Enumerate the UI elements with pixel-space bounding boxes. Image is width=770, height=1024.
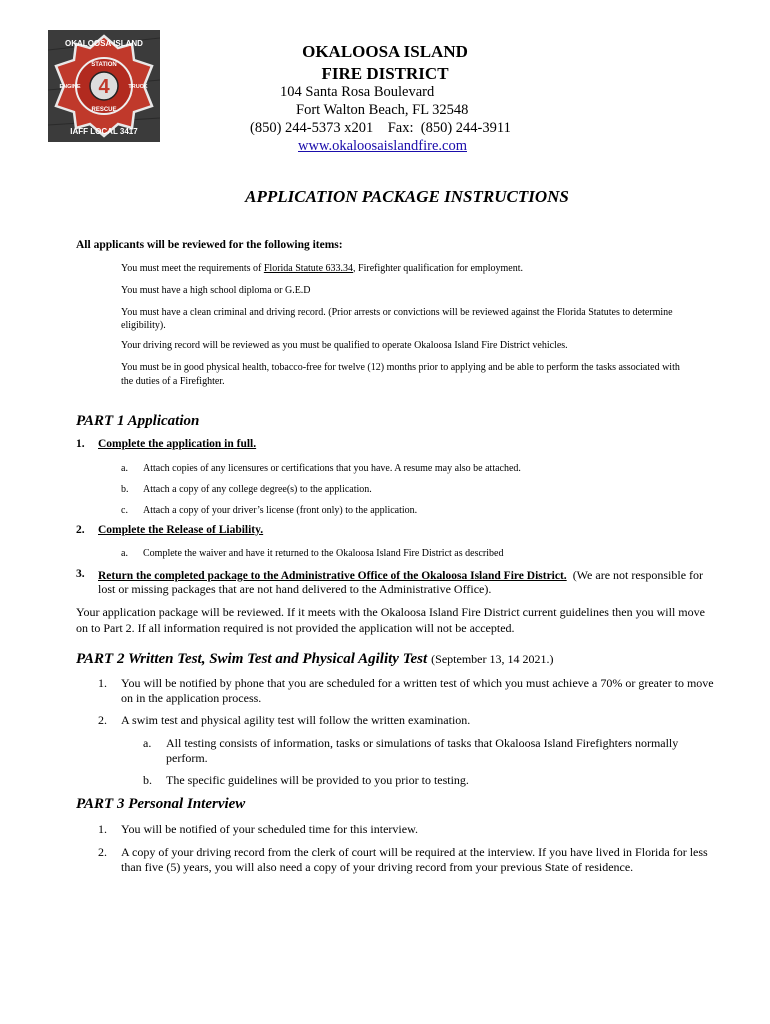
part1-paragraph-line2: on to Part 2. If all information required is not provided the application will not be accepted. — [76, 621, 515, 635]
svg-text:4: 4 — [98, 76, 110, 98]
review-item-statute-pre: You must meet the requirements of — [121, 263, 264, 274]
review-item-health-line2: the duties of a Firefighter. — [121, 376, 225, 387]
part3-item2-line2: than five (5) years, you will also need a copy of your driving record from your previous State of residence. — [121, 860, 634, 874]
review-item-record-line2: eligibility). — [121, 320, 166, 331]
part2-heading — [76, 650, 553, 668]
part1-step1-marker-a: a. — [121, 463, 128, 474]
review-item-record-line1: You must have a clean criminal and driving record. (Prior arrests or convictions will be reviewed against the Florida Statutes to determine — [121, 307, 673, 318]
part1-step2-marker-a: a. — [121, 548, 128, 559]
part1-step1-number: 1. — [76, 438, 85, 450]
review-item-diploma: You must have a high school diploma or G.E.D — [121, 285, 311, 296]
part1-step3-label: Return the completed package to the Administrative Office of the Okaloosa Island Fire District. — [98, 570, 567, 582]
org-name-line1: OKALOOSA ISLAND — [302, 42, 468, 61]
website-link[interactable]: www.okaloosaislandfire.com — [298, 138, 467, 154]
svg-text:IAFF LOCAL 3417: IAFF LOCAL 3417 — [70, 127, 138, 136]
svg-text:TRUCK: TRUCK — [128, 84, 148, 90]
part2-date: (September 13, 14 2021.) — [431, 652, 554, 666]
part1-step1-item-b: Attach a copy of any college degree(s) to the application. — [143, 484, 372, 495]
part2-subitem-a-marker: a. — [143, 736, 152, 750]
review-item-health-line1: You must be in good physical health, tobacco-free for twelve (12) months prior to applying and be able to perform the tasks associated with — [121, 362, 680, 373]
part1-step1-marker-b: b. — [121, 484, 129, 495]
svg-text:OKALOOSA ISLAND: OKALOOSA ISLAND — [65, 39, 143, 48]
svg-text:RESCUE: RESCUE — [91, 107, 117, 113]
maltese-cross-icon — [48, 30, 160, 142]
address-line2: Fort Walton Beach, FL 32548 — [296, 102, 469, 118]
part2-title: PART 2 Written Test, Swim Test and Physical Agility Test — [76, 651, 428, 667]
part2-item2-number: 2. — [98, 713, 107, 727]
part1-step1-item-a: Attach copies of any licensures or certifications that you have. A resume may also be attached. — [143, 463, 521, 474]
part1-step2-number: 2. — [76, 524, 85, 536]
part3-title: PART 3 Personal Interview — [76, 796, 246, 812]
part2-item1-number: 1. — [98, 676, 107, 690]
review-item-statute — [121, 262, 523, 275]
part1-step1-label: Complete the application in full. — [98, 438, 257, 450]
part1-step1-item-c: Attach a copy of your driver’s license (front only) to the application. — [143, 505, 418, 516]
part1-step2-item-a: Complete the waiver and have it returned to the Okaloosa Island Fire District as described — [143, 548, 504, 559]
org-name-line2: FIRE DISTRICT — [321, 64, 449, 83]
part1-step1-marker-c: c. — [121, 505, 128, 516]
part1-title: PART 1 Application — [76, 413, 200, 429]
document-title: APPLICATION PACKAGE INSTRUCTIONS — [245, 187, 569, 206]
svg-text:STATION: STATION — [91, 62, 117, 68]
part1-step3-number: 3. — [76, 568, 85, 580]
part1-step3-line2: lost or missing packages that are not hand delivered to the Administrative Office). — [98, 582, 492, 596]
part3-item1: You will be notified of your scheduled time for this interview. — [121, 822, 418, 836]
part3-item1-number: 1. — [98, 822, 107, 836]
fire-district-logo — [48, 30, 160, 142]
part2-subitem-a-line1: All testing consists of information, tasks or simulations of tasks that Okaloosa Island Firefighters normally — [166, 736, 679, 750]
part2-subitem-a-line2: perform. — [166, 751, 208, 765]
part2-subitem-b-marker: b. — [143, 773, 152, 787]
part3-item2-number: 2. — [98, 845, 107, 859]
review-heading: All applicants will be reviewed for the following items: — [76, 239, 343, 251]
part1-step2-label: Complete the Release of Liability. — [98, 524, 264, 536]
svg-text:ENGINE: ENGINE — [59, 84, 81, 90]
part1-paragraph-line1: Your application package will be reviewed. If it meets with the Okaloosa Island Fire District current guidelines then you will move — [76, 605, 705, 619]
part3-item2-line1: A copy of your driving record from the clerk of court will be required at the interview. If you have lived in Florida for less — [121, 845, 708, 859]
part2-subitem-b: The specific guidelines will be provided to you prior to testing. — [166, 773, 469, 787]
part2-item1-line1: You will be notified by phone that you are scheduled for a written test of which you must achieve a 70% or greater to move — [121, 676, 714, 690]
phone-fax: (850) 244-5373 x201 Fax: (850) 244-3911 — [250, 120, 511, 136]
review-item-statute-post: , Firefighter qualification for employment. — [353, 263, 523, 274]
part2-item1-line2: on in the application process. — [121, 691, 262, 705]
part1-step3-rest: (We are not responsible for — [566, 568, 704, 582]
part2-item2: A swim test and physical agility test will follow the written examination. — [121, 713, 471, 727]
florida-statute-link[interactable]: Florida Statute 633.34 — [263, 263, 354, 274]
address-line1: 104 Santa Rosa Boulevard — [280, 84, 435, 100]
review-item-driving: Your driving record will be reviewed as you must be qualified to operate Okaloosa Island Fire District vehicles. — [121, 340, 568, 351]
